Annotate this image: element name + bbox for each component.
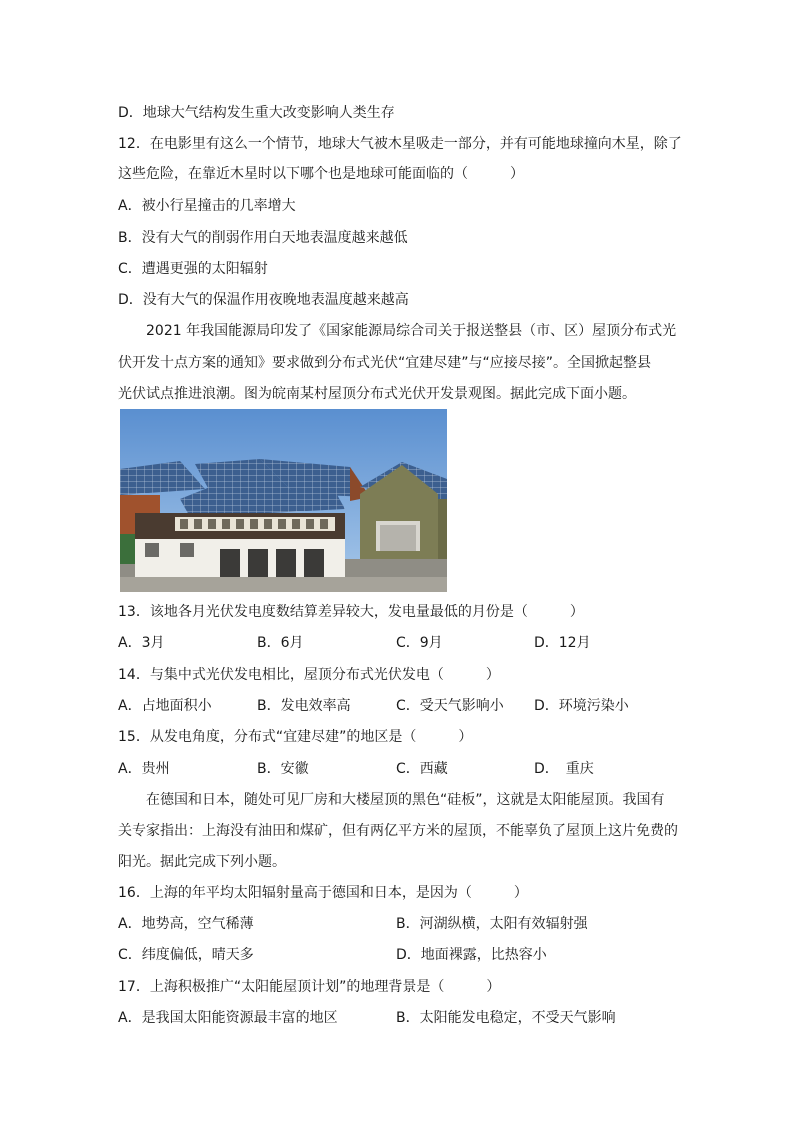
q16-option-d: D．地面裸露，比热容小 [396, 947, 547, 963]
q15-option-a: A．贵州 [118, 761, 170, 777]
q15-option-b: B．安徽 [257, 761, 309, 777]
q15-option-c: C．西藏 [396, 761, 448, 777]
q14-stem: 14．与集中式光伏发电相比，屋顶分布式光伏发电（ ） [118, 667, 500, 683]
q17-option-a: A．是我国太阳能资源最丰富的地区 [118, 1010, 338, 1026]
q17-stem: 17．上海积极推广“太阳能屋顶计划”的地理背景是（ ） [118, 979, 501, 995]
q15-stem: 15．从发电角度，分布式“宜建尽建”的地区是（ ） [118, 729, 473, 745]
q12-stem-line1: 12．在电影里有这么一个情节，地球大气被木星吸走一部分，并有可能地球撞向木星，除了 [118, 136, 682, 152]
passage2-line3: 阳光。据此完成下列小题。 [118, 854, 286, 870]
q12-option-a: A．被小行星撞击的几率增大 [118, 198, 296, 214]
q12-option-c: C．遭遇更强的太阳辐射 [118, 261, 268, 277]
q14-option-a: A．占地面积小 [118, 698, 212, 714]
rooftop-solar-photo [120, 409, 447, 592]
q12-option-b: B．没有大气的削弱作用白天地表温度越来越低 [118, 230, 408, 246]
q13-option-b: B．6月 [257, 635, 304, 651]
passage1-line3: 光伏试点推进浪潮。图为皖南某村屋顶分布式光伏开发景观图。据此完成下面小题。 [118, 386, 636, 402]
q12-stem-line2: 这些危险，在靠近木星时以下哪个也是地球可能面临的（ ） [118, 166, 524, 182]
q16-option-c: C．纬度偏低，晴天多 [118, 947, 254, 963]
q16-stem: 16．上海的年平均太阳辐射量高于德国和日本，是因为（ ） [118, 885, 528, 901]
q14-option-c: C．受天气影响小 [396, 698, 504, 714]
q15-option-d: D． 重庆 [534, 761, 594, 777]
q17-option-b: B．太阳能发电稳定，不受天气影响 [396, 1010, 616, 1026]
passage1-line2: 伏开发十点方案的通知》要求做到分布式光伏“宜建尽建”与“应接尽接”。全国掀起整县 [118, 355, 652, 371]
passage2-line1: 在德国和日本，随处可见厂房和大楼屋顶的黑色“硅板”，这就是太阳能屋顶。我国有 [146, 792, 665, 808]
q14-option-d: D．环境污染小 [534, 698, 629, 714]
q14-option-b: B．发电效率高 [257, 698, 351, 714]
q12-option-d: D．没有大气的保温作用夜晚地表温度越来越高 [118, 292, 409, 308]
q13-option-a: A．3月 [118, 635, 165, 651]
q13-option-d: D．12月 [534, 635, 591, 651]
passage1-line1: 2021 年我国能源局印发了《国家能源局综合司关于报送整县（市、区）屋顶分布式光 [146, 323, 677, 339]
q16-option-a: A．地势高，空气稀薄 [118, 916, 254, 932]
q16-option-b: B．河湖纵横，太阳有效辐射强 [396, 916, 588, 932]
q13-stem: 13．该地各月光伏发电度数结算差异较大，发电量最低的月份是（ ） [118, 604, 584, 620]
passage2-line2: 关专家指出：上海没有油田和煤矿，但有两亿平方米的屋顶，不能辜负了屋顶上这片免费的 [118, 823, 678, 839]
q11-option-d: D．地球大气结构发生重大改变影响人类生存 [118, 105, 395, 121]
q13-option-c: C．9月 [396, 635, 443, 651]
